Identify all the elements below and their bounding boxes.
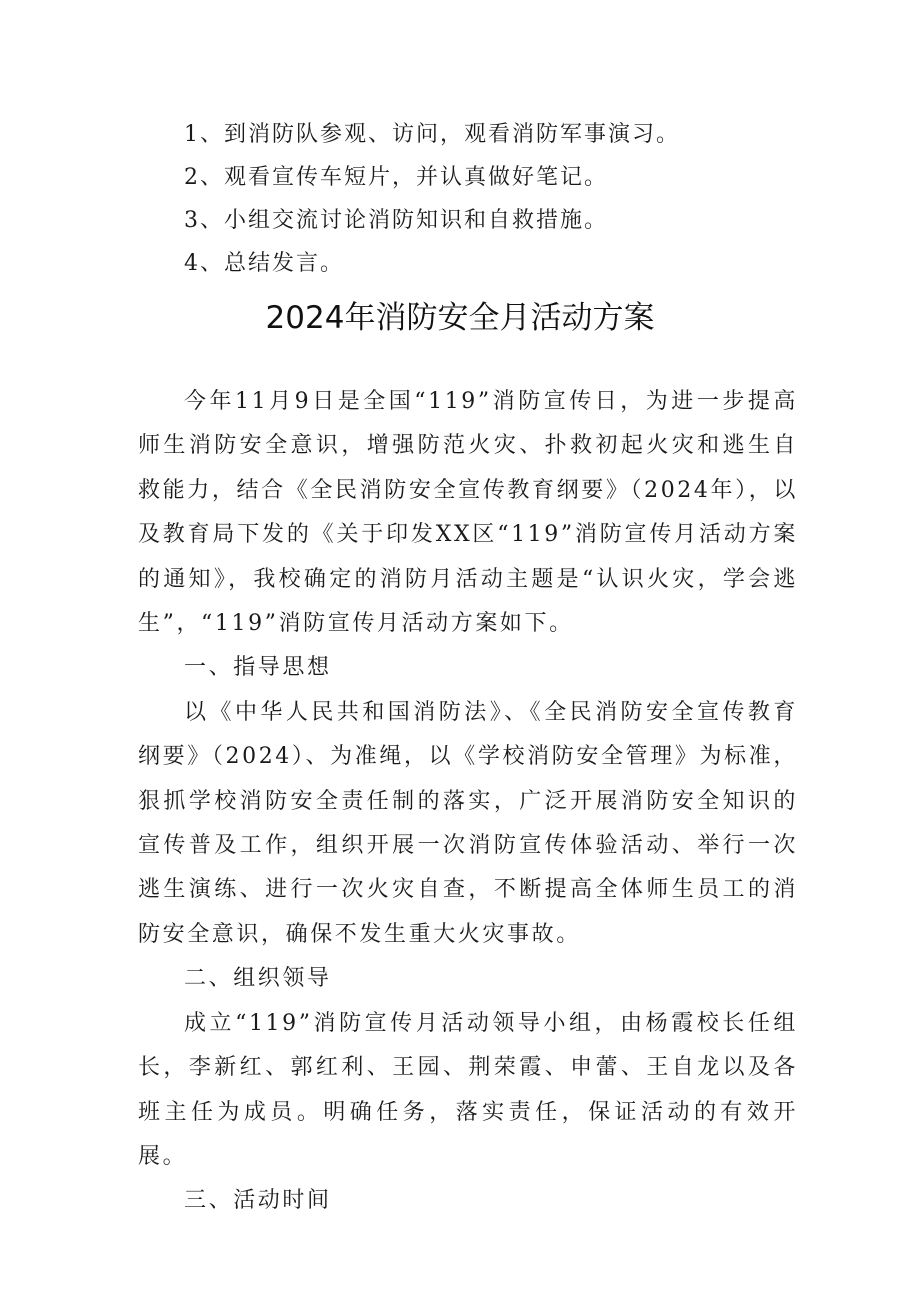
activity-steps-list	[184, 113, 804, 285]
document-body	[138, 380, 798, 1224]
section-heading-organization: 二、组织领导	[184, 966, 332, 992]
document-title: 2024年消防安全月活动方案	[265, 300, 655, 336]
step-item: 3、小组交流讨论消防知识和自救措施。	[184, 208, 608, 233]
organization-paragraph: 成立“119”消防宣传月活动领导小组，由杨霞校长任组长，李新红、郭红利、王园、荆荣霞、申蕾、王自龙以及各班主任为成员。明确任务，落实责任，保证活动的有效开展。	[138, 1010, 798, 1169]
guiding-ideology-paragraph: 以《中华人民共和国消防法》、《全民消防安全宣传教育纲要》（2024）、为准绳，以《学校消防安全管理》为标准，狠抓学校消防安全责任制的落实，广泛开展消防安全知识的宣传普及工作，组织开展一次消防宣传体验活动、举行一次逃生演练、进行一次火灾自查，不断提高全体师生员工的消防安全意识，确保不发生重大火灾事故。	[138, 699, 798, 947]
intro-paragraph: 今年11月9日是全国“119”消防宣传日，为进一步提高师生消防安全意识，增强防范火灾、扑救初起火灾和逃生自救能力，结合《全民消防安全宣传教育纲要》（2024年），以及教育局下发的《关于印发XX区“119”消防宣传月活动方案的通知》，我校确定的消防月活动主题是“认识火灾，学会逃生”，“119”消防宣传月活动方案如下。	[138, 389, 798, 637]
step-item: 4、总结发言。	[184, 251, 344, 276]
step-item: 1、到消防队参观、访问，观看消防军事演习。	[184, 122, 680, 147]
step-item: 2、观看宣传车短片，并认真做好笔记。	[184, 165, 608, 190]
section-heading-guiding-ideology: 一、指导思想	[184, 655, 332, 681]
section-heading-activity-time: 三、活动时间	[184, 1188, 332, 1214]
